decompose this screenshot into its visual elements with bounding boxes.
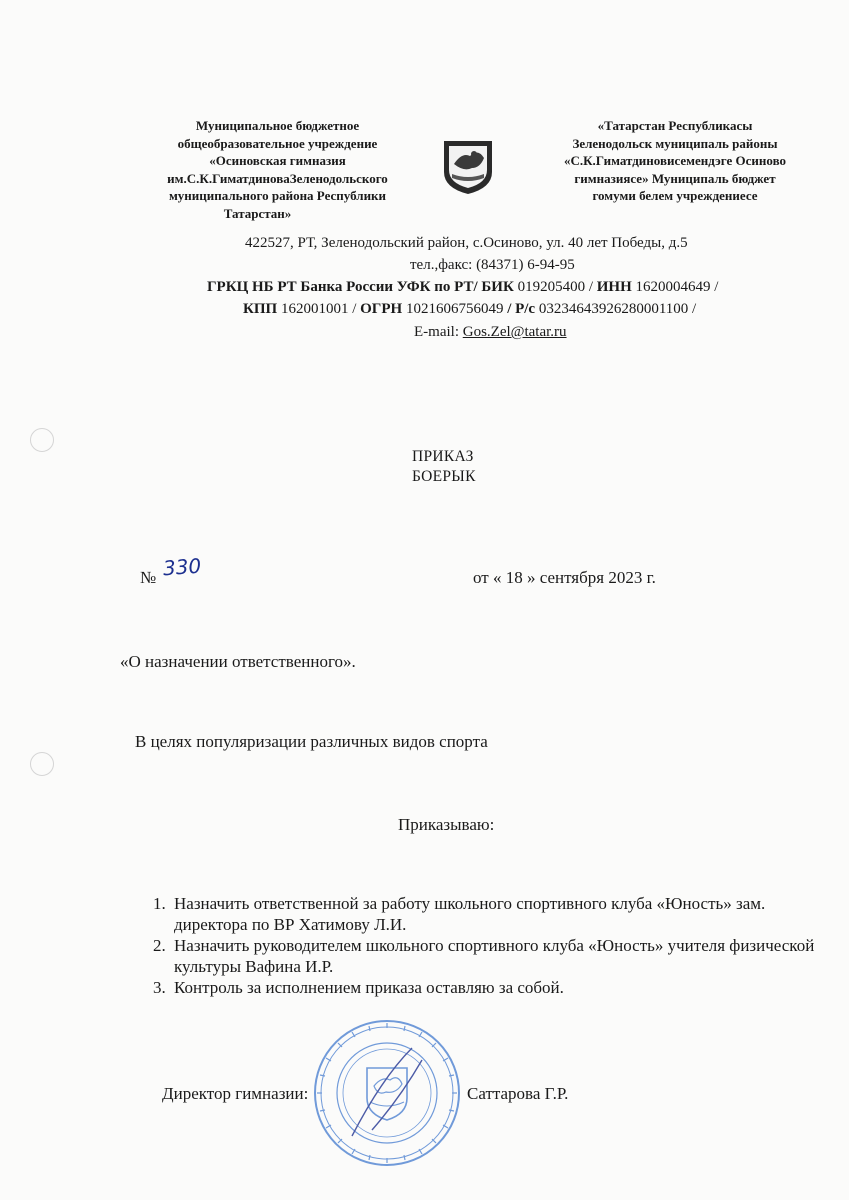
official-stamp-icon	[312, 1018, 462, 1168]
org-line: им.С.К.ГиматдиноваЗеленодольского	[167, 170, 388, 186]
order-item: 2. Назначить руководителем школьного спортивного клуба «Юность» учителя физической культуры Вафина И.Р.	[170, 935, 830, 977]
order-date: от « 18 » сентября 2023 г.	[473, 568, 656, 587]
phone: тел.,факс: (84371) 6-94-95	[410, 257, 575, 273]
title-tatar: БОЕРЫК	[412, 468, 476, 485]
org-line: «Татарстан Республикасы	[597, 118, 753, 133]
order-number-label: №	[140, 568, 157, 587]
org-name-russian	[140, 117, 415, 222]
org-line: гимназиясе» Муниципаль бюджет	[574, 170, 776, 186]
org-line: общеобразовательное учреждение	[177, 135, 378, 151]
org-line: гомуми белем учреждениесе	[592, 188, 758, 203]
org-line: Зеленодольск муниципаль районы	[572, 135, 778, 151]
order-directive: Приказываю:	[398, 815, 495, 834]
order-item: 1. Назначить ответственной за работу школьного спортивного клуба «Юность» зам. директора по ВР Хатимову Л.И.	[170, 893, 830, 935]
org-line: Татарстан»	[223, 205, 292, 221]
email-line: E-mail: Gos.Zel@tatar.ru	[414, 324, 567, 340]
org-line: муниципального района Республики	[168, 188, 387, 203]
order-purpose: В целях популяризации различных видов спорта	[135, 732, 488, 751]
punch-hole	[30, 752, 54, 776]
address: 422527, РТ, Зеленодольский район, с.Осиново, ул. 40 лет Победы, д.5	[245, 235, 688, 251]
org-line: Муниципальное бюджетное	[195, 118, 360, 133]
email-link[interactable]: Gos.Zel@tatar.ru	[462, 324, 567, 340]
order-subject: «О назначении ответственного».	[120, 652, 356, 671]
order-item: 3. Контроль за исполнением приказа оставляю за собой.	[170, 977, 830, 998]
coat-of-arms-icon	[440, 138, 496, 196]
org-line: «Осиновская гимназия	[209, 153, 346, 168]
order-items-list	[120, 893, 830, 998]
org-name-tatar	[540, 117, 810, 205]
org-line: «С.К.Гиматдиновисемендэге Осиново	[563, 153, 787, 168]
bank-line-1: ГРКЦ НБ РТ Банка России УФК по РТ/ БИК 019205400 / ИНН 1620004649 /	[207, 279, 719, 295]
signer-name: Саттарова Г.Р.	[467, 1084, 569, 1103]
order-number-handwritten: 330	[162, 553, 202, 581]
title-russian: ПРИКАЗ	[412, 448, 474, 465]
punch-hole	[30, 428, 54, 452]
document-title	[412, 447, 476, 487]
signer-title: Директор гимназии:	[162, 1084, 309, 1103]
bank-line-2: КПП 162001001 / ОГРН 1021606756049 / Р/с 03234643926280001100 /	[243, 301, 697, 317]
